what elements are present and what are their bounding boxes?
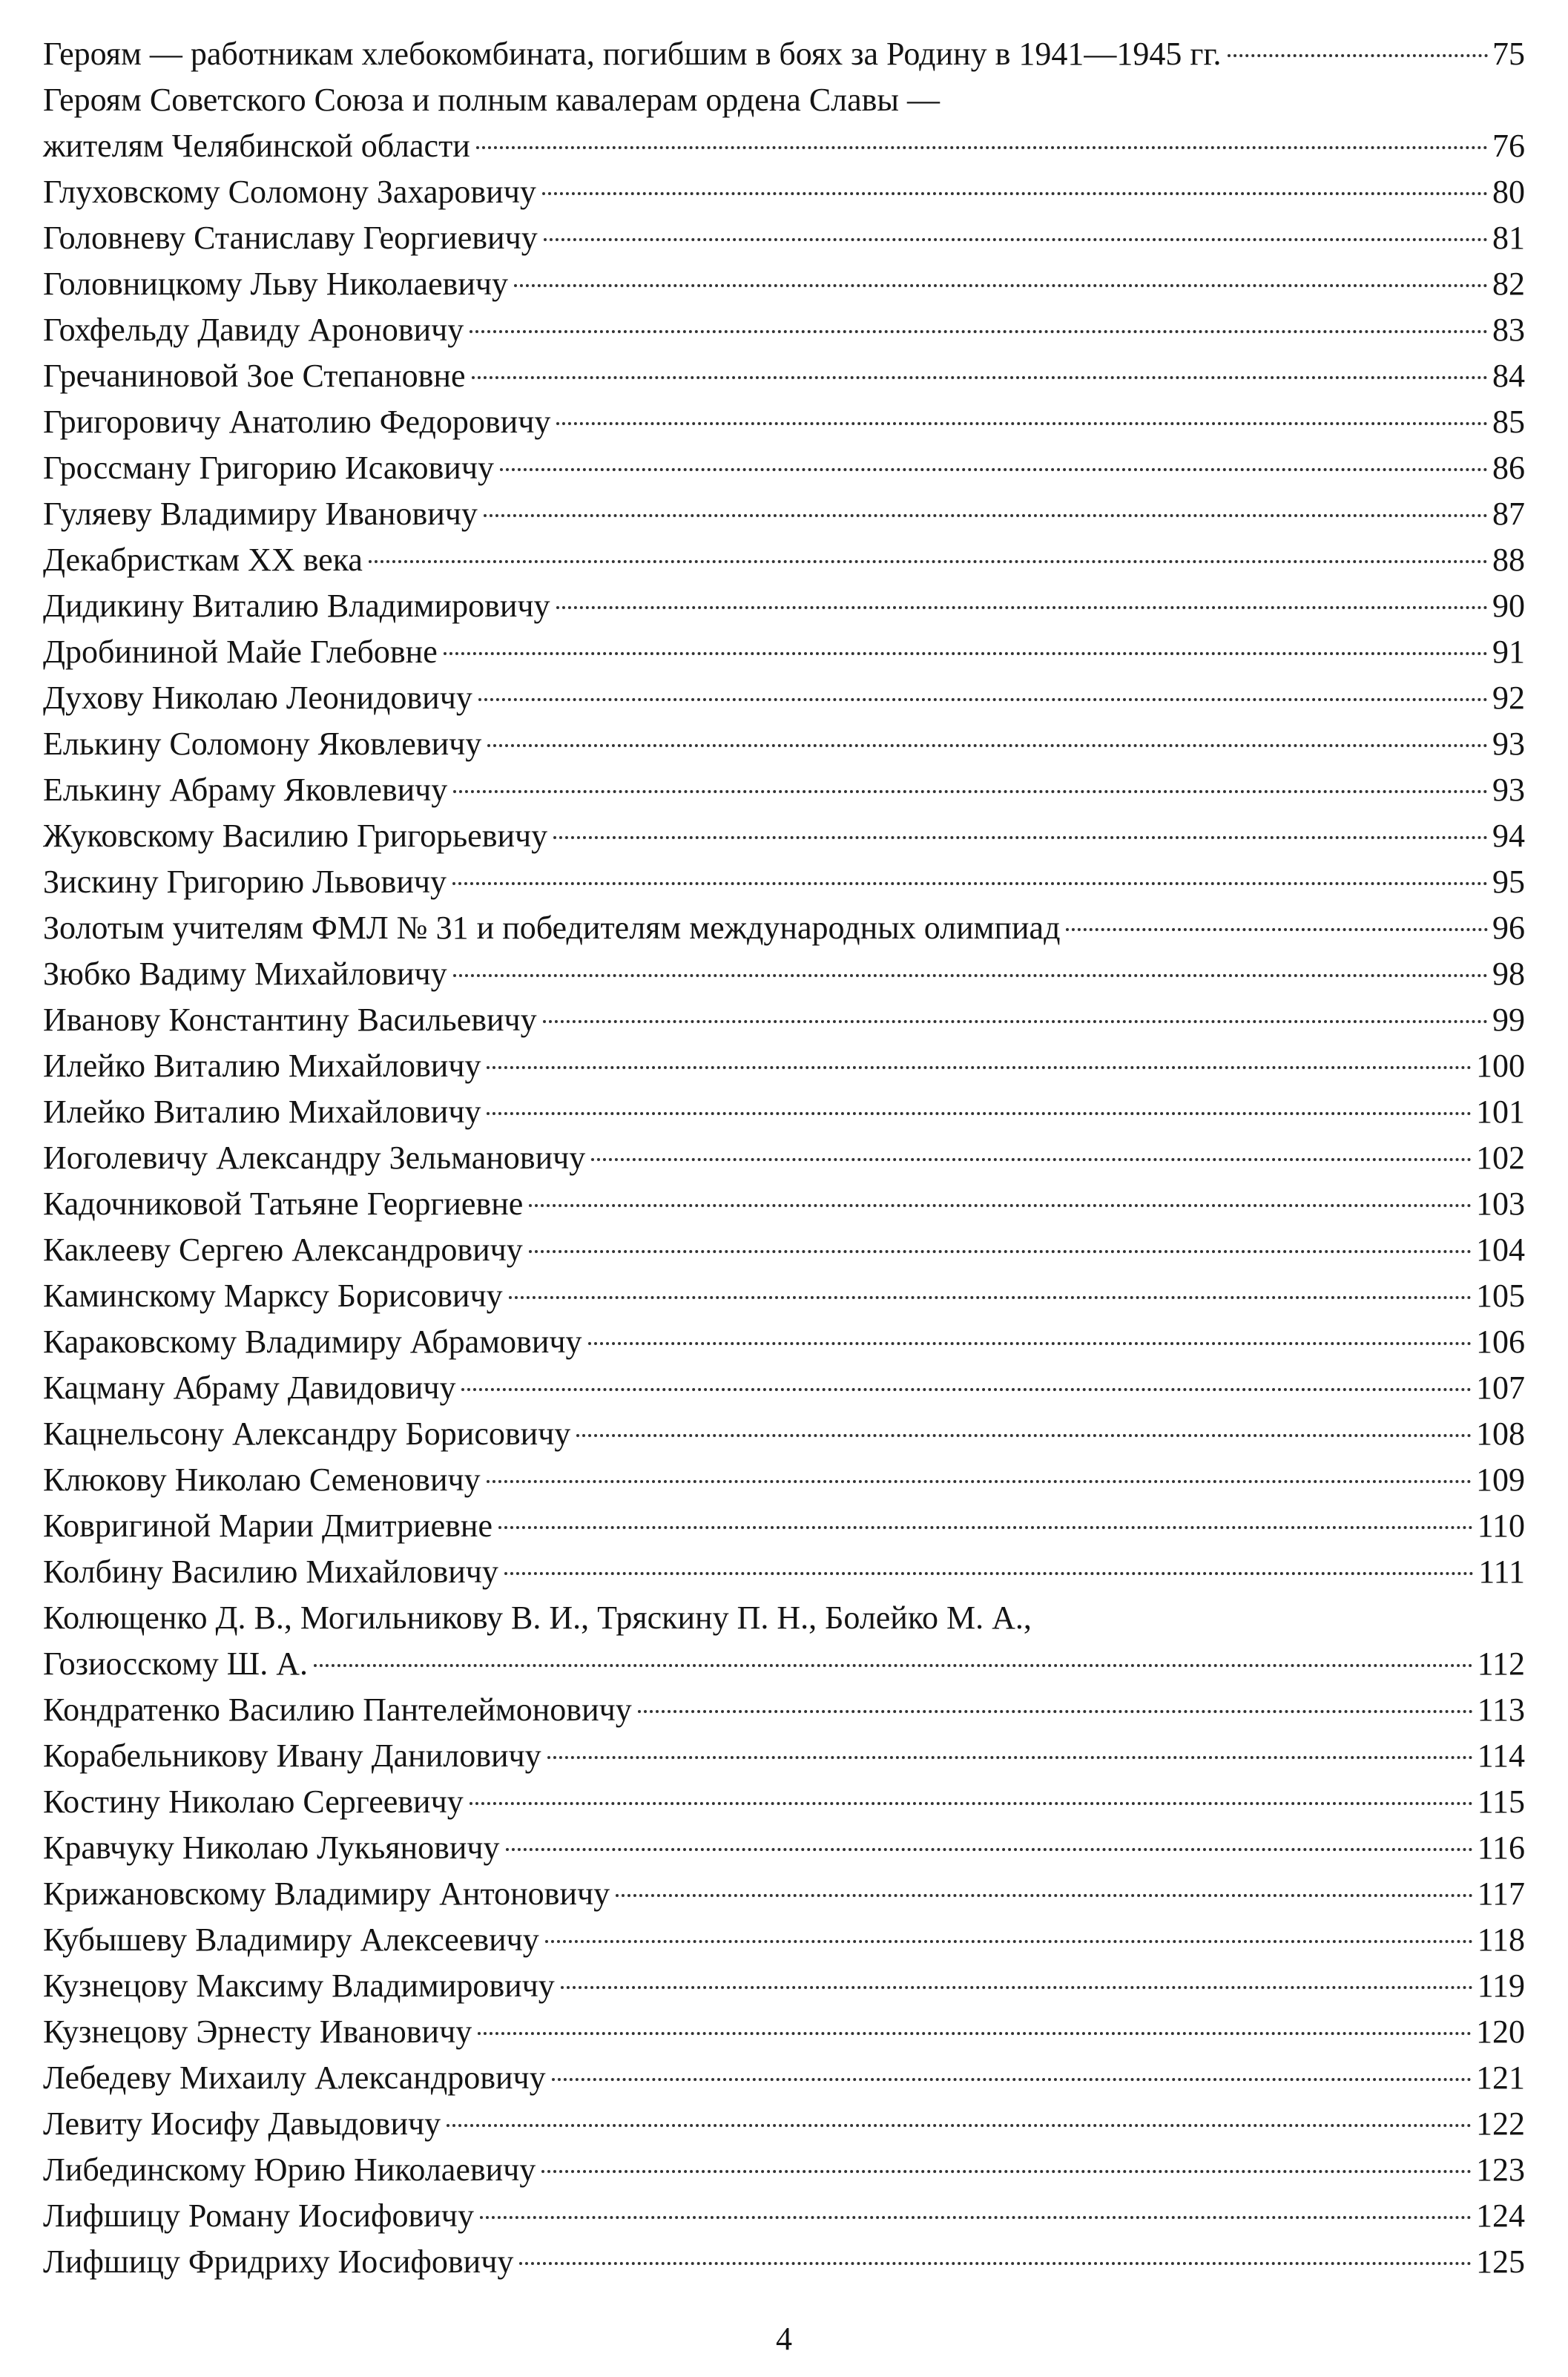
toc-entry-page: 122	[1476, 2105, 1525, 2142]
toc-entry-title: Крижановскому Владимиру Антоновичу	[43, 1875, 610, 1912]
toc-entry	[43, 767, 1525, 813]
toc-entry	[43, 951, 1525, 997]
toc-entry	[43, 537, 1525, 583]
toc-entry	[43, 1043, 1525, 1089]
toc-entry	[43, 1457, 1525, 1503]
toc-entry-title: Кубышеву Владимиру Алексеевичу	[43, 1921, 539, 1958]
toc-entry-page: 113	[1477, 1691, 1525, 1728]
dot-leader	[553, 836, 1488, 839]
toc-entry	[43, 1917, 1525, 1963]
toc-entry-page: 76	[1492, 128, 1525, 164]
toc-entry-row	[43, 951, 1525, 997]
toc-entry-page: 117	[1477, 1875, 1525, 1912]
toc-entry-row	[43, 1779, 1525, 1825]
page-number: 4	[776, 2321, 792, 2357]
dot-leader	[529, 1250, 1472, 1253]
toc-entry-title: Гроссману Григорию Исаковичу	[43, 450, 494, 486]
toc-entry-row	[43, 307, 1525, 353]
toc-entry	[43, 491, 1525, 537]
toc-entry-page: 90	[1492, 588, 1525, 624]
toc-entry	[43, 583, 1525, 629]
toc-entry-page: 85	[1492, 404, 1525, 440]
toc-entry-row	[43, 399, 1525, 445]
dot-leader	[484, 514, 1488, 517]
toc-entry-row	[43, 2055, 1525, 2101]
toc-entry	[43, 2009, 1525, 2055]
toc-entry-page: 92	[1492, 680, 1525, 716]
toc-entry-page: 123	[1476, 2151, 1525, 2188]
toc-entry-title: Корабельникову Ивану Даниловичу	[43, 1737, 541, 1774]
toc-entry-title: Колбину Василию Михайловичу	[43, 1554, 498, 1590]
toc-entry-title: Левиту Иосифу Давыдовичу	[43, 2105, 441, 2142]
toc-entry-title: Костину Николаю Сергеевичу	[43, 1783, 464, 1820]
dot-leader	[519, 2262, 1472, 2265]
toc-entry-page: 81	[1492, 220, 1525, 256]
toc-entry	[43, 445, 1525, 491]
toc-entry	[43, 399, 1525, 445]
dot-leader	[480, 2216, 1472, 2219]
toc-entry	[43, 1595, 1525, 1687]
dot-leader	[1228, 54, 1488, 57]
toc-entry	[43, 1779, 1525, 1825]
toc-entry	[43, 1963, 1525, 2009]
toc-entry-page: 98	[1492, 956, 1525, 992]
toc-entry-page: 115	[1477, 1783, 1525, 1820]
toc-entry-page: 119	[1477, 1967, 1525, 2004]
toc-entry-page: 91	[1492, 634, 1525, 670]
toc-entry-page: 106	[1476, 1324, 1525, 1360]
toc-entry-page: 120	[1476, 2013, 1525, 2050]
toc-entry-page: 108	[1476, 1416, 1525, 1452]
dot-leader	[529, 1204, 1472, 1207]
dot-leader	[504, 1572, 1474, 1575]
toc-entry-page: 102	[1476, 1140, 1525, 1176]
dot-leader	[476, 146, 1488, 149]
dot-leader	[556, 606, 1488, 609]
dot-leader	[506, 1848, 1473, 1851]
toc-entry-row	[43, 1089, 1525, 1135]
toc-entry-title: Илейко Виталию Михайловичу	[43, 1048, 481, 1084]
toc-entry	[43, 2193, 1525, 2239]
toc-entry-row	[43, 491, 1525, 537]
toc-entry-title: Кацману Абраму Давидовичу	[43, 1370, 456, 1406]
dot-leader	[638, 1710, 1473, 1713]
toc-entry-row	[43, 1273, 1525, 1319]
toc-entry-page: 95	[1492, 864, 1525, 900]
dot-leader	[478, 2032, 1472, 2035]
toc-entry-title: Гречаниновой Зое Степановне	[43, 358, 466, 394]
toc-entry-title: Лифшицу Фридриху Иосифовичу	[43, 2243, 514, 2280]
toc-entry-page: 116	[1477, 1829, 1525, 1866]
toc-entry-title: Каклееву Сергею Александровичу	[43, 1232, 523, 1268]
toc-entry-row	[43, 2009, 1525, 2055]
dot-leader	[588, 1342, 1472, 1345]
toc-entry-title: Головницкому Льву Николаевичу	[43, 266, 509, 302]
toc-entry	[43, 215, 1525, 261]
toc-entry-page: 104	[1476, 1232, 1525, 1268]
dot-leader	[556, 422, 1488, 425]
toc-entry-page: 124	[1476, 2197, 1525, 2234]
toc-entry-title: жителям Челябинской области	[43, 128, 470, 164]
toc-entry	[43, 2055, 1525, 2101]
toc-entry-page: 110	[1477, 1508, 1525, 1544]
toc-entry-title: Каминскому Марксу Борисовичу	[43, 1278, 503, 1314]
toc-entry-page: 100	[1476, 1048, 1525, 1084]
toc-entry-row	[43, 1411, 1525, 1457]
toc-entry-row	[43, 583, 1525, 629]
toc-entry-page: 99	[1492, 1002, 1525, 1038]
dot-leader	[541, 2170, 1472, 2173]
toc-entry	[43, 1319, 1525, 1365]
toc-entry-page: 107	[1476, 1370, 1525, 1406]
dot-leader	[453, 974, 1488, 977]
toc-entry-row	[43, 675, 1525, 721]
toc-entry-row	[43, 629, 1525, 675]
toc-entry-row	[43, 2101, 1525, 2147]
toc-entry-row	[43, 1457, 1525, 1503]
toc-entry-row	[43, 905, 1525, 951]
toc-entry-title: Клюкову Николаю Семеновичу	[43, 1462, 481, 1498]
toc-entry	[43, 307, 1525, 353]
toc-entry-page: 109	[1476, 1462, 1525, 1498]
toc-entry-page: 80	[1492, 174, 1525, 210]
toc-entry-title: Караковскому Владимиру Абрамовичу	[43, 1324, 582, 1360]
toc-entry-row	[43, 1641, 1525, 1687]
toc-entry-title: Гохфельду Давиду Ароновичу	[43, 312, 464, 348]
toc-entry-row	[43, 353, 1525, 399]
dot-leader	[498, 1526, 1473, 1529]
dot-leader	[552, 2078, 1472, 2081]
toc-entry	[43, 1503, 1525, 1549]
toc-entry-row	[43, 2147, 1525, 2193]
toc-entry-row	[43, 1043, 1525, 1089]
toc-entry-row	[43, 767, 1525, 813]
toc-entry-page: 103	[1476, 1186, 1525, 1222]
toc-entry-page: 93	[1492, 726, 1525, 762]
dot-leader	[470, 330, 1488, 333]
toc-entry-title: Кузнецову Максиму Владимировичу	[43, 1967, 555, 2004]
toc-entry-row	[43, 445, 1525, 491]
toc-entry	[43, 1733, 1525, 1779]
toc-entry-title: Иванову Константину Васильевичу	[43, 1002, 537, 1038]
toc-entry	[43, 2101, 1525, 2147]
toc-entry	[43, 1411, 1525, 1457]
toc-entry-title: Глуховскому Соломону Захаровичу	[43, 174, 536, 210]
toc-entry-title: Гозиосскому Ш. А.	[43, 1646, 308, 1682]
toc-entry	[43, 77, 1525, 169]
dot-leader	[452, 882, 1488, 885]
toc-entry-row	[43, 31, 1525, 77]
toc-entry-title: Кузнецову Эрнесту Ивановичу	[43, 2013, 472, 2050]
toc-entry-row	[43, 1181, 1525, 1227]
dot-leader	[314, 1664, 1473, 1667]
toc-entry-row	[43, 1503, 1525, 1549]
toc-entry-row	[43, 1825, 1525, 1871]
toc-entry-row	[43, 1227, 1525, 1273]
toc-entry-row	[43, 1135, 1525, 1181]
toc-entry-row	[43, 1733, 1525, 1779]
toc-entry	[43, 675, 1525, 721]
toc-entry	[43, 261, 1525, 307]
toc-entry-title-line: Героям Советского Союза и полным кавалерам ордена Славы —	[43, 82, 940, 118]
toc-entry-row	[43, 215, 1525, 261]
dot-leader	[472, 376, 1488, 379]
toc-entry-page: 88	[1492, 542, 1525, 578]
dot-leader	[545, 1940, 1473, 1943]
toc-entry-page: 101	[1476, 1094, 1525, 1130]
toc-entry-page: 82	[1492, 266, 1525, 302]
dot-leader	[487, 744, 1488, 747]
toc-entry-title: Григоровичу Анатолию Федоровичу	[43, 404, 551, 440]
dot-leader	[453, 790, 1488, 793]
toc-entry	[43, 1549, 1525, 1595]
toc-entry-title: Кадочниковой Татьяне Георгиевне	[43, 1186, 524, 1222]
toc-entry-title: Лебедеву Михаилу Александровичу	[43, 2059, 546, 2096]
toc-entry-page: 114	[1477, 1737, 1525, 1774]
toc-entry-title: Героям — работникам хлебокомбината, погибшим в боях за Родину в 1941—1945 гг.	[43, 36, 1222, 72]
toc-entry	[43, 2147, 1525, 2193]
toc-entry-page: 96	[1492, 910, 1525, 946]
toc-entry	[43, 905, 1525, 951]
dot-leader	[591, 1158, 1472, 1161]
toc-entry-page: 112	[1477, 1646, 1525, 1682]
toc-entry-title: Гуляеву Владимиру Ивановичу	[43, 496, 478, 532]
toc-entry-title: Зискину Григорию Львовичу	[43, 864, 447, 900]
toc-entry-page: 125	[1476, 2243, 1525, 2280]
toc-entry-page: 111	[1478, 1554, 1525, 1590]
dot-leader	[544, 238, 1488, 241]
toc-entry-title: Кацнельсону Александру Борисовичу	[43, 1416, 571, 1452]
toc-entry-row	[43, 1687, 1525, 1733]
toc-entry-title: Дидикину Виталию Владимировичу	[43, 588, 550, 624]
toc-entry-page: 105	[1476, 1278, 1525, 1314]
toc-entry	[43, 997, 1525, 1043]
toc-entry	[43, 721, 1525, 767]
toc-entry-row	[43, 1963, 1525, 2009]
toc-entry-row	[43, 2239, 1525, 2285]
toc-entry	[43, 813, 1525, 859]
toc-entry	[43, 1227, 1525, 1273]
dot-leader	[447, 2124, 1472, 2127]
toc-entry-row	[43, 859, 1525, 905]
toc-entry-title: Зюбко Вадиму Михайловичу	[43, 956, 447, 992]
toc-entry	[43, 629, 1525, 675]
toc-entry-row	[43, 721, 1525, 767]
toc-entry-row	[43, 2193, 1525, 2239]
toc-entry	[43, 1135, 1525, 1181]
toc-entry-row	[43, 1319, 1525, 1365]
toc-entry-title: Кондратенко Василию Пантелеймоновичу	[43, 1691, 632, 1728]
dot-leader	[487, 1066, 1472, 1069]
toc-entry-title: Жуковскому Василию Григорьевичу	[43, 818, 548, 854]
dot-leader	[1066, 928, 1488, 931]
dot-leader	[500, 468, 1488, 471]
dot-leader	[547, 1756, 1473, 1759]
toc-entry-page: 75	[1492, 36, 1525, 72]
toc-entry-page: 121	[1476, 2059, 1525, 2096]
toc-entry-title: Лифшицу Роману Иосифовичу	[43, 2197, 474, 2234]
toc-entry-title: Кравчуку Николаю Лукьяновичу	[43, 1829, 500, 1866]
dot-leader	[470, 1802, 1473, 1805]
dot-leader	[487, 1480, 1472, 1483]
toc-entry-row	[43, 1917, 1525, 1963]
toc-entry-title: Иоголевичу Александру Зельмановичу	[43, 1140, 586, 1176]
toc-entry	[43, 2239, 1525, 2285]
dot-leader	[444, 652, 1488, 655]
toc-entry-page: 87	[1492, 496, 1525, 532]
toc-entry-row	[43, 123, 1525, 169]
toc-entry-title: Духову Николаю Леонидовичу	[43, 680, 472, 716]
dot-leader	[616, 1894, 1473, 1897]
toc-entry-row	[43, 1549, 1525, 1595]
toc-entry	[43, 859, 1525, 905]
table-of-contents	[43, 31, 1525, 2285]
toc-entry-row	[43, 169, 1525, 215]
toc-entry-row	[43, 813, 1525, 859]
toc-entry-page: 93	[1492, 772, 1525, 808]
dot-leader	[478, 698, 1488, 701]
toc-entry	[43, 1273, 1525, 1319]
toc-entry	[43, 1871, 1525, 1917]
toc-entry	[43, 1687, 1525, 1733]
toc-entry	[43, 1089, 1525, 1135]
dot-leader	[369, 560, 1488, 563]
toc-entry-row	[43, 1365, 1525, 1411]
toc-entry-page: 118	[1477, 1921, 1525, 1958]
toc-entry	[43, 169, 1525, 215]
toc-entry-page: 86	[1492, 450, 1525, 486]
toc-entry-title: Золотым учителям ФМЛ № 31 и победителям международных олимпиад	[43, 910, 1061, 946]
toc-entry	[43, 31, 1525, 77]
toc-entry-title: Головневу Станиславу Георгиевичу	[43, 220, 538, 256]
toc-entry-title: Дробининой Майе Глебовне	[43, 634, 438, 670]
toc-entry-row	[43, 261, 1525, 307]
toc-entry-title: Илейко Виталию Михайловичу	[43, 1094, 481, 1130]
dot-leader	[514, 284, 1488, 287]
dot-leader	[509, 1296, 1472, 1299]
toc-entry	[43, 1825, 1525, 1871]
toc-entry-page: 94	[1492, 818, 1525, 854]
toc-entry-row	[43, 997, 1525, 1043]
toc-entry	[43, 1181, 1525, 1227]
toc-entry-page: 84	[1492, 358, 1525, 394]
toc-entry-title-line: Колющенко Д. В., Могильникову В. И., Тряскину П. Н., Болейко М. А.,	[43, 1600, 1032, 1636]
toc-entry	[43, 353, 1525, 399]
toc-entry-row	[43, 1871, 1525, 1917]
dot-leader	[487, 1112, 1472, 1115]
toc-entry-title: Ковригиной Марии Дмитриевне	[43, 1508, 493, 1544]
toc-entry-title: Декабристкам XX века	[43, 542, 363, 578]
dot-leader	[576, 1434, 1472, 1437]
toc-entry-title: Елькину Соломону Яковлевичу	[43, 726, 482, 762]
toc-entry-title: Елькину Абраму Яковлевичу	[43, 772, 448, 808]
dot-leader	[542, 192, 1488, 195]
toc-entry	[43, 1365, 1525, 1411]
toc-entry-row	[43, 537, 1525, 583]
toc-entry-page: 83	[1492, 312, 1525, 348]
dot-leader	[561, 1986, 1473, 1989]
dot-leader	[461, 1388, 1472, 1391]
toc-entry-title: Либединскому Юрию Николаевичу	[43, 2151, 536, 2188]
dot-leader	[543, 1020, 1488, 1023]
